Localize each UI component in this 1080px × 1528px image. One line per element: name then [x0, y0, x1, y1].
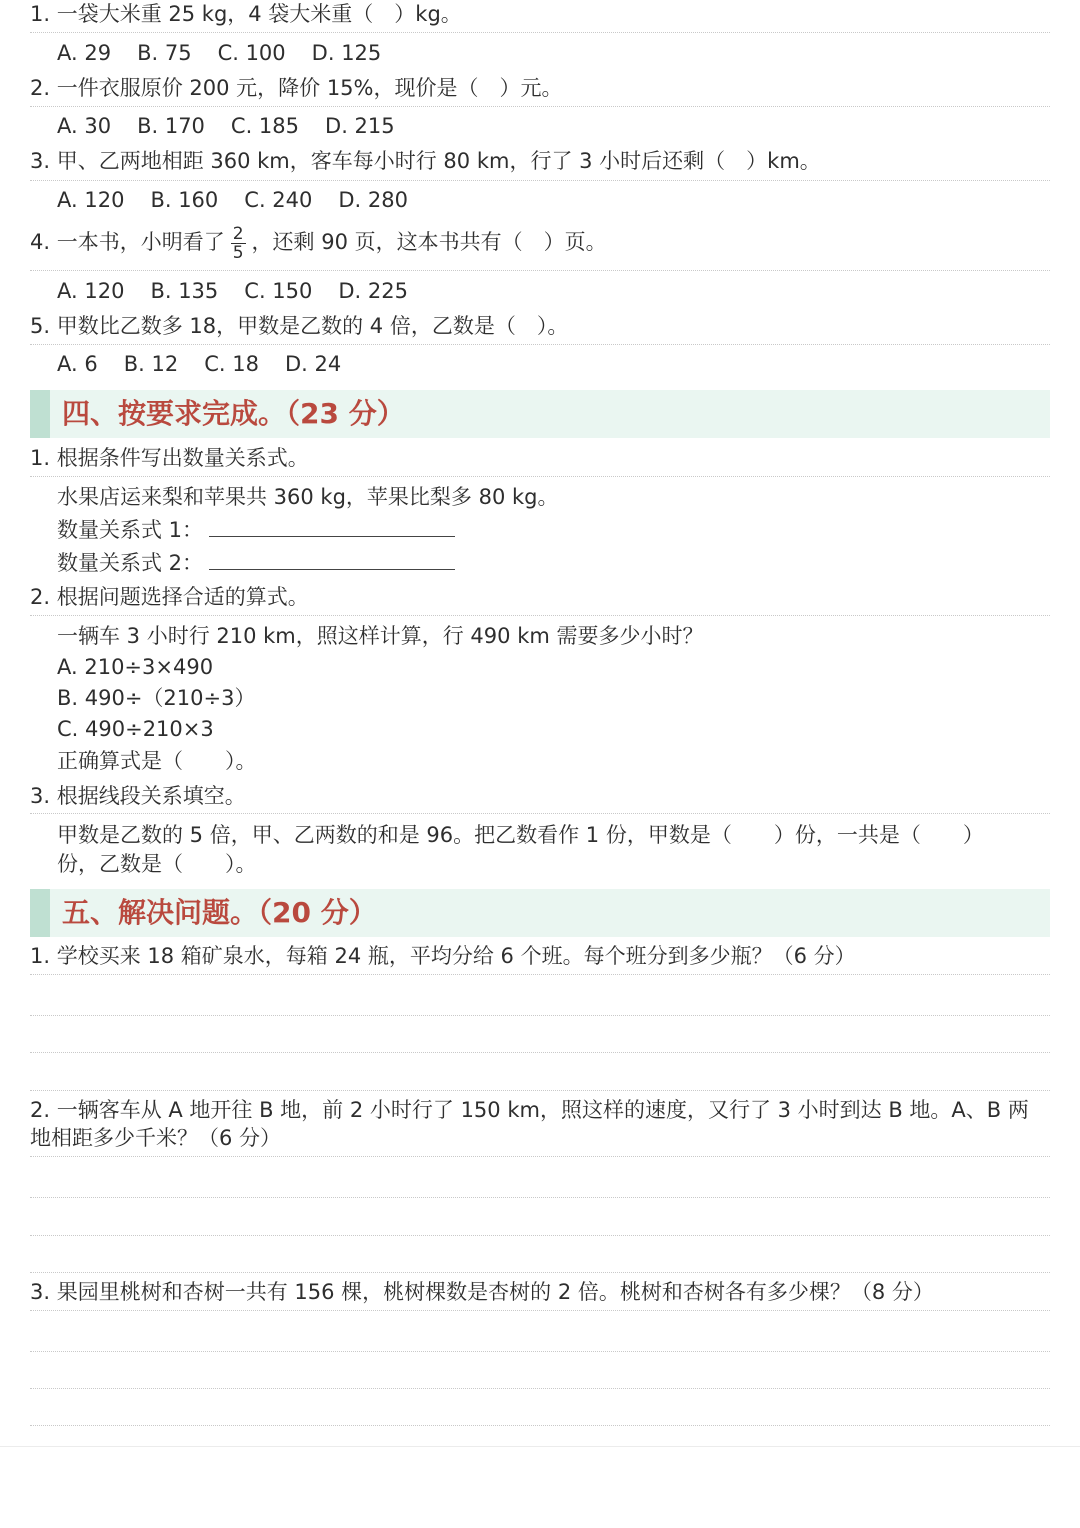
divider — [30, 615, 1050, 616]
section-header-5 — [30, 889, 1050, 937]
relation-2-label: 数量关系式 2： — [57, 551, 204, 575]
answer-line[interactable] — [30, 1156, 1050, 1157]
fraction-numerator: 2 — [232, 223, 244, 244]
s5-question-3: 3. 果园里桃树和杏树一共有 156 棵，桃树棵数是杏树的 2 倍。桃树和杏树各有多少棵？（8 分） — [30, 1280, 934, 1304]
relation-1-label: 数量关系式 1： — [57, 518, 204, 542]
option: D. 215 — [325, 114, 395, 138]
mc-question-3: 3. 甲、乙两地相距 360 km，客车每小时行 80 km，行了 3 小时后还剩（ ）km。 — [30, 149, 821, 173]
option: C. 150 — [244, 279, 313, 303]
relation-2-line — [57, 549, 455, 577]
divider — [30, 813, 1050, 814]
section-title: 四、按要求完成。（23 分） — [62, 397, 405, 430]
option: A. 29 — [57, 41, 112, 65]
s4-q2-answer: 正确算式是（ ）。 — [57, 749, 257, 773]
mc-options-3 — [57, 186, 434, 214]
page-bottom-divider — [0, 1446, 1080, 1447]
answer-line[interactable] — [30, 1052, 1050, 1053]
divider — [30, 344, 1050, 345]
answer-line[interactable] — [30, 1388, 1050, 1389]
answer-line[interactable] — [30, 1235, 1050, 1236]
question-text: ，还剩 90 页，这本书共有（ ）页。 — [251, 230, 607, 254]
s4-question-1-title: 1. 根据条件写出数量关系式。 — [30, 446, 309, 470]
mc-question-5: 5. 甲数比乙数多 18，甲数是乙数的 4 倍，乙数是（ ）。 — [30, 314, 569, 338]
mc-options-4 — [57, 277, 434, 305]
answer-blank[interactable] — [209, 535, 455, 537]
s4-q1-condition: 水果店运来梨和苹果共 360 kg，苹果比梨多 80 kg。 — [57, 485, 559, 509]
divider — [30, 106, 1050, 107]
divider — [30, 180, 1050, 181]
option: D. 125 — [311, 41, 382, 65]
option: D. 24 — [284, 352, 342, 376]
fraction — [231, 225, 246, 262]
option: A. 6 — [57, 352, 98, 376]
section-title: 五、解决问题。（20 分） — [62, 896, 377, 929]
option: C. 185 — [230, 114, 300, 138]
answer-line[interactable] — [30, 1425, 1050, 1426]
option: A. 120 — [57, 188, 125, 212]
mc-options-2 — [57, 112, 421, 140]
fraction-denominator: 5 — [232, 242, 244, 263]
mc-question-1: 1. 一袋大米重 25 kg，4 袋大米重（ ）kg。 — [30, 2, 462, 26]
option: B. 12 — [123, 352, 179, 376]
mc-question-2: 2. 一件衣服原价 200 元，降价 15%，现价是（ ）元。 — [30, 76, 563, 100]
option: A. 30 — [57, 114, 112, 138]
s5-question-2-line-1: 2. 一辆客车从 A 地开往 B 地，前 2 小时行了 150 km，照这样的速度，又行了 3 小时到达 B 地。A、B 两 — [30, 1098, 1029, 1122]
s4-question-3-title: 3. 根据线段关系填空。 — [30, 784, 246, 808]
option: B. 75 — [137, 41, 192, 65]
option: D. 280 — [338, 188, 408, 212]
mc-options-1 — [57, 39, 407, 67]
option: C. 18 — [204, 352, 259, 376]
option: C. 240 — [244, 188, 313, 212]
option: D. 225 — [338, 279, 408, 303]
s4-q2-problem: 一辆车 3 小时行 210 km，照这样计算，行 490 km 需要多少小时？ — [57, 624, 704, 648]
section-accent-bar — [30, 889, 50, 937]
option: B. 170 — [137, 114, 205, 138]
section-accent-bar — [30, 390, 50, 438]
answer-line[interactable] — [30, 1015, 1050, 1016]
s4-q3-line-1: 甲数是乙数的 5 倍，甲、乙两数的和是 96。把乙数看作 1 份，甲数是（ ）份，一共是（ ） — [57, 823, 984, 847]
s4-question-2-title: 2. 根据问题选择合适的算式。 — [30, 585, 309, 609]
answer-blank[interactable] — [209, 568, 455, 570]
answer-line[interactable] — [30, 1310, 1050, 1311]
answer-line[interactable] — [30, 974, 1050, 975]
divider — [30, 476, 1050, 477]
question-text: 4. 一本书，小明看了 — [30, 230, 225, 254]
answer-line[interactable] — [30, 1090, 1050, 1091]
answer-line[interactable] — [30, 1351, 1050, 1352]
divider — [30, 270, 1050, 271]
mc-options-5 — [57, 350, 367, 378]
s4-q2-option-a: A. 210÷3×490 — [57, 655, 214, 679]
option: B. 135 — [150, 279, 219, 303]
answer-line[interactable] — [30, 1197, 1050, 1198]
relation-1-line — [57, 516, 455, 544]
divider — [30, 32, 1050, 33]
s4-q2-option-c: C. 490÷210×3 — [57, 717, 214, 741]
s5-question-1: 1. 学校买来 18 箱矿泉水，每箱 24 瓶，平均分给 6 个班。每个班分到多少瓶？（6 分） — [30, 944, 856, 968]
s5-question-2-line-2: 地相距多少千米？（6 分） — [30, 1126, 282, 1150]
section-header-4 — [30, 390, 1050, 438]
option: B. 160 — [150, 188, 219, 212]
s4-q2-option-b: B. 490÷（210÷3） — [57, 686, 256, 710]
option: A. 120 — [57, 279, 125, 303]
answer-line[interactable] — [30, 1272, 1050, 1273]
s4-q3-line-2: 份，乙数是（ ）。 — [57, 852, 257, 876]
option: C. 100 — [217, 41, 286, 65]
mc-question-4 — [30, 222, 607, 262]
